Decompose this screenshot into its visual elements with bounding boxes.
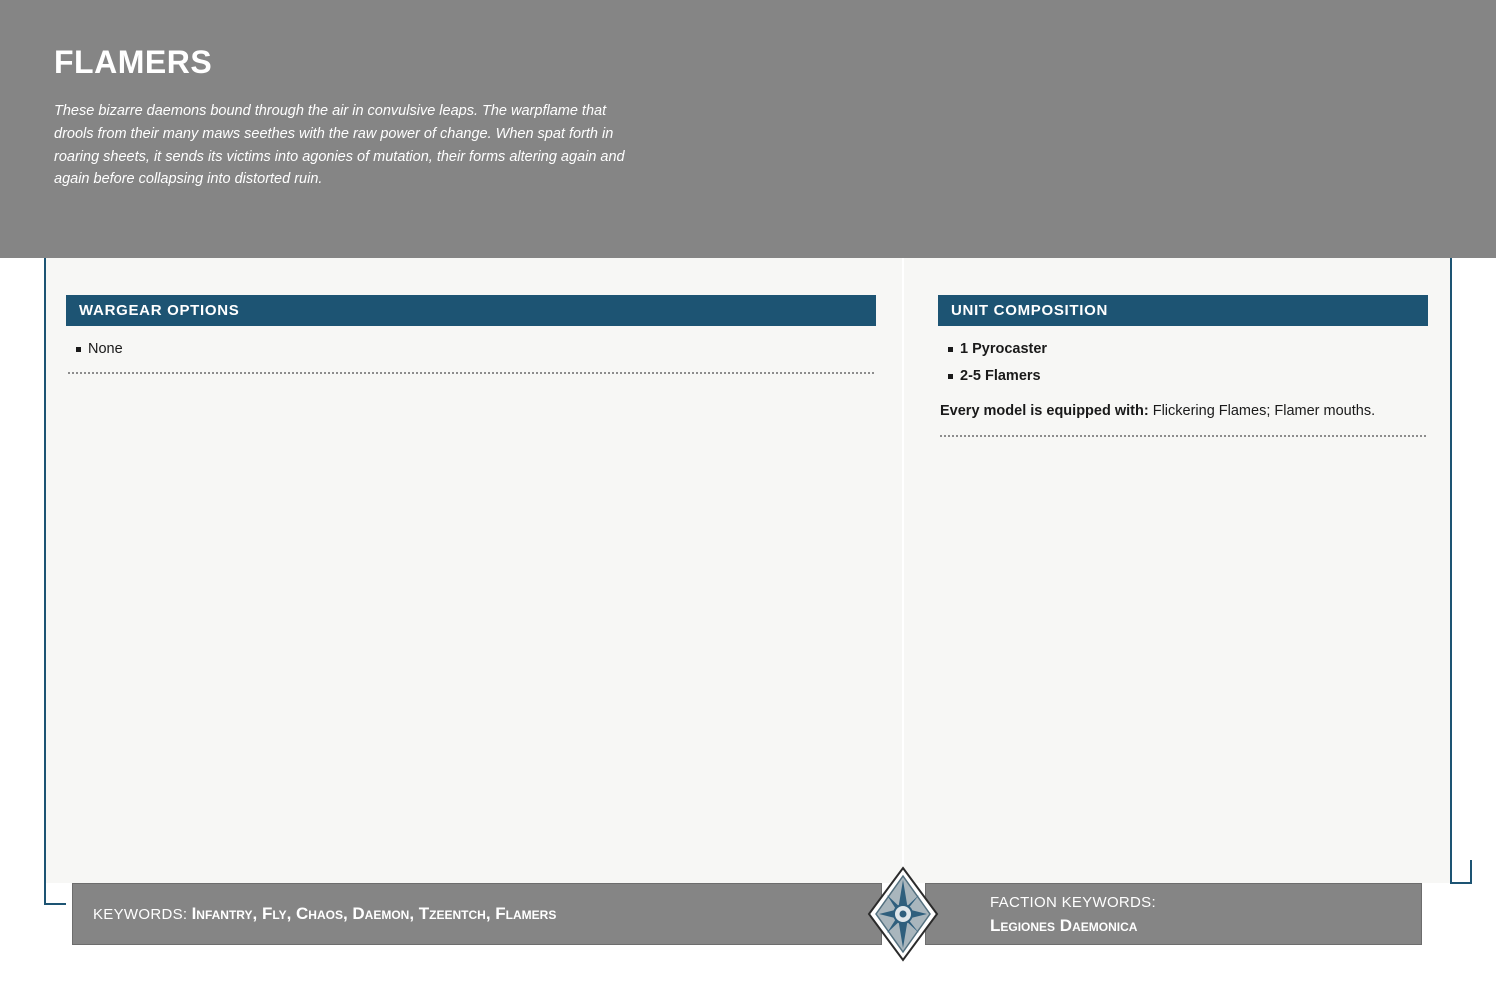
faction-keywords-values: Legiones Daemonica — [990, 916, 1138, 935]
wargear-options-list — [68, 339, 874, 360]
panel-corner-decoration — [1450, 860, 1472, 884]
flavor-text: These bizarre daemons bound through the air in convulsive leaps. The warpflame that drools from their many maws seethes with the raw power of change. When spat forth in roaring sheets, it sends its victims into agonies of mutation, their forms altering again and again before collapsing into distorted ruin. — [54, 103, 625, 188]
list-item: 1 Pyrocaster — [940, 339, 1426, 360]
equipped-with-value: Flickering Flames; Flamer mouths. — [1152, 403, 1376, 420]
header-band — [0, 0, 1496, 258]
section-unit-composition — [938, 295, 1428, 437]
faction-keywords-bar — [925, 883, 1422, 945]
section-body-unit-composition — [938, 326, 1428, 437]
section-wargear-options — [66, 295, 876, 374]
keywords-bar — [72, 883, 882, 945]
section-divider — [940, 435, 1426, 437]
equipped-with-line — [940, 401, 1426, 423]
unit-composition-list — [940, 339, 1426, 387]
chaos-star-emblem-icon — [866, 866, 940, 962]
equipped-with-label: Every model is equipped with: — [940, 403, 1149, 420]
list-item: 2-5 Flamers — [940, 366, 1426, 387]
faction-keywords-label: FACTION KEYWORDS: — [990, 894, 1156, 911]
section-title-wargear-options: WARGEAR OPTIONS — [66, 295, 876, 326]
faction-keywords-text — [990, 894, 1156, 936]
keywords-label: KEYWORDS: — [93, 906, 188, 923]
section-title-unit-composition: UNIT COMPOSITION — [938, 295, 1428, 326]
page-title: FLAMERS — [54, 44, 213, 80]
section-divider — [68, 372, 874, 374]
section-body-wargear-options — [66, 326, 876, 374]
column-divider — [902, 258, 904, 883]
keywords-text — [93, 904, 556, 924]
keywords-values: Infantry, Fly, Chaos, Daemon, Tzeentch, Flamers — [191, 904, 557, 923]
list-item: None — [68, 339, 874, 360]
